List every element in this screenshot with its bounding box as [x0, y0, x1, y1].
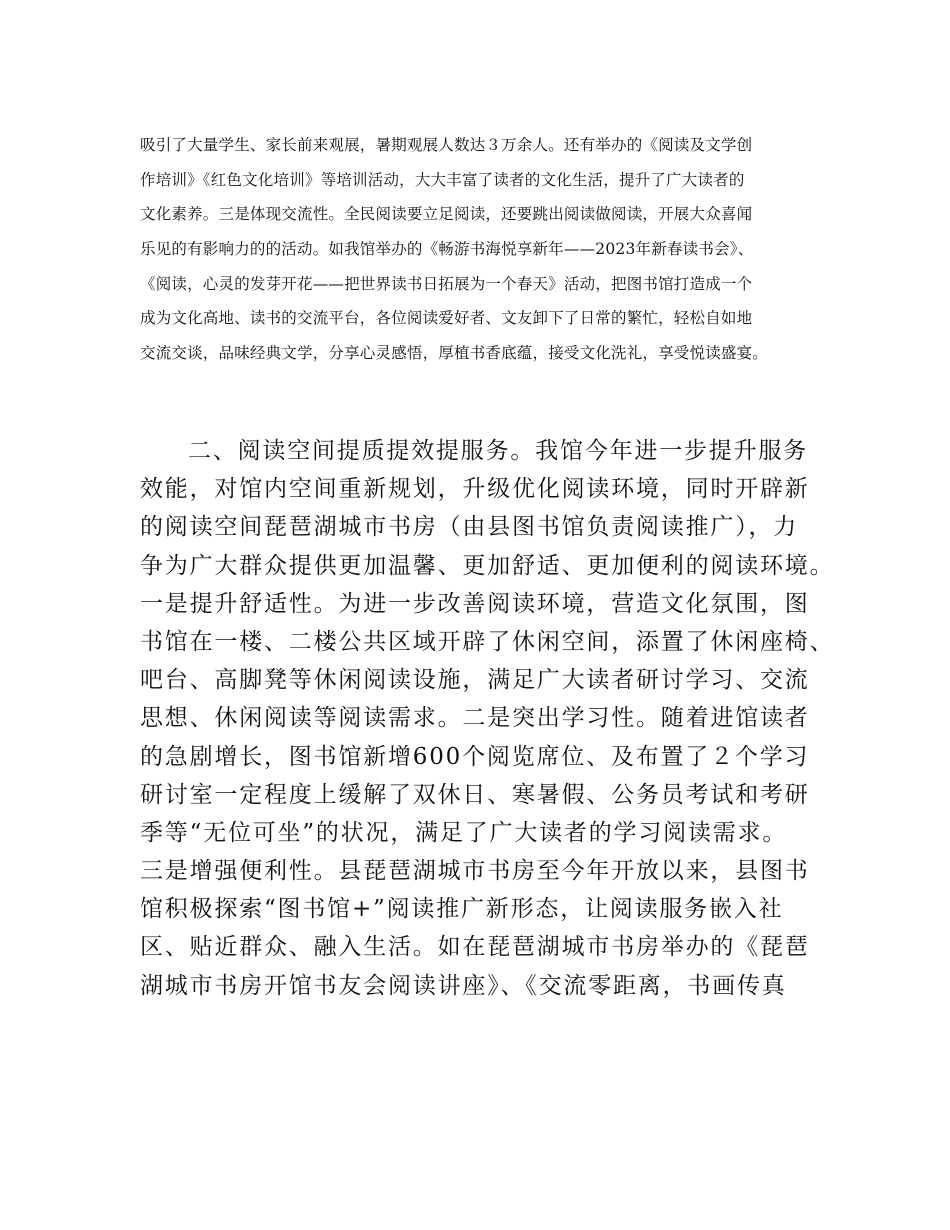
- text-line: 书馆在一楼、二楼公共区域开辟了休闲空间，添置了休闲座椅、: [140, 628, 835, 655]
- text-line: 作培训》《红色文化培训》等培训活动，大大丰富了读者的文化生活，提升了广大读者的: [140, 170, 745, 189]
- text-line: 三是增强便利性。县琵琶湖城市书房至今年开放以来，县图书: [140, 858, 810, 885]
- text-line: 季等“无位可坐”的状况，满足了广大读者的学习阅读需求。: [140, 819, 788, 846]
- text-line: 效能，对馆内空间重新规划，升级优化阅读环境，同时开辟新: [140, 476, 810, 503]
- section-two-heading-line: 二、阅读空间提质提效提服务。我馆今年进一步提升服务: [188, 438, 808, 464]
- text-line: 《阅读，心灵的发芽开花——把世界读书日拓展为一个春天》活动，把图书馆打造成一个: [140, 274, 753, 293]
- section-two-paragraph: [140, 432, 840, 1005]
- text-line: 吸引了大量学生、家长前来观展，暑期观展人数达３万余人。还有举办的《阅读及文学创: [140, 136, 753, 154]
- text-line: 区、贴近群众、融入生活。如在琵琶湖城市书房举办的《琵琶: [140, 934, 810, 961]
- text-line: 一是提升舒适性。为进一步改善阅读环境，营造文化氛围，图: [140, 590, 810, 617]
- text-line: 的急剧增长，图书馆新增600个阅览席位、及布置了２个学习: [140, 743, 810, 770]
- text-line: 研讨室一定程度上缓解了双休日、寒暑假、公务员考试和考研: [140, 781, 810, 808]
- text-line: 馆积极探索“图书馆+”阅读推广新形态，让阅读服务嵌入社: [140, 896, 784, 923]
- text-line: 交流交谈，品味经典文学，分享心灵感悟，厚植书香底蕴，接受文化洗礼，享受悦读盛宴。: [140, 344, 769, 363]
- text-line: 乐见的有影响力的的活动。如我馆举办的《畅游书海悦享新年——2023年新春读书会》、: [140, 240, 754, 259]
- text-line: 争为广大群众提供更加温馨、更加舒适、更加便利的阅读环境。: [140, 552, 835, 579]
- text-line: 湖城市书房开馆书友会阅读讲座》、《交流零距离，书画传真: [140, 972, 787, 999]
- text-line: 成为文化高地、读书的交流平台，各位阅读爱好者、文友卸下了日常的繁忙，轻松自如地: [140, 309, 753, 328]
- text-line: 吧台、高脚凳等休闲阅读设施，满足广大读者研讨学习、交流: [140, 667, 810, 694]
- continuation-paragraph: [140, 128, 840, 371]
- text-line: 思想、休闲阅读等阅读需求。二是突出学习性。随着进馆读者: [140, 705, 810, 732]
- text-line: 文化素养。三是体现交流性。全民阅读要立足阅读，还要跳出阅读做阅读，开展大众喜闻: [140, 205, 753, 224]
- text-line: 的阅读空间琵琶湖城市书房（由县图书馆负责阅读推广），力: [140, 514, 799, 541]
